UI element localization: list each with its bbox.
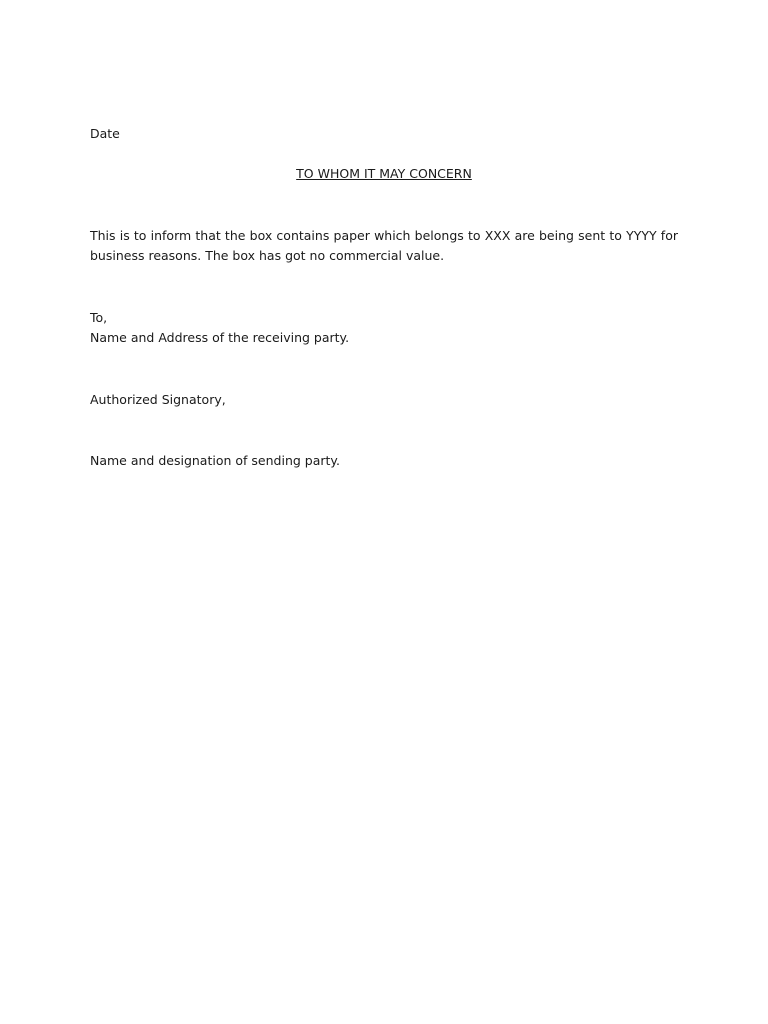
letter-heading: TO WHOM IT MAY CONCERN <box>296 166 472 181</box>
date-label: Date <box>90 126 120 141</box>
body-line-1: This is to inform that the box contains paper which belongs to XXX are being sent to YYYY for <box>90 228 678 243</box>
body-line-2: business reasons. The box has got no commercial value. <box>90 248 445 263</box>
sender-line: Name and designation of sending party. <box>90 453 340 468</box>
to-label: To, <box>90 310 108 325</box>
signatory-line: Authorized Signatory, <box>90 392 226 407</box>
recipient-line: Name and Address of the receiving party. <box>90 330 350 345</box>
body-paragraph <box>90 226 678 266</box>
